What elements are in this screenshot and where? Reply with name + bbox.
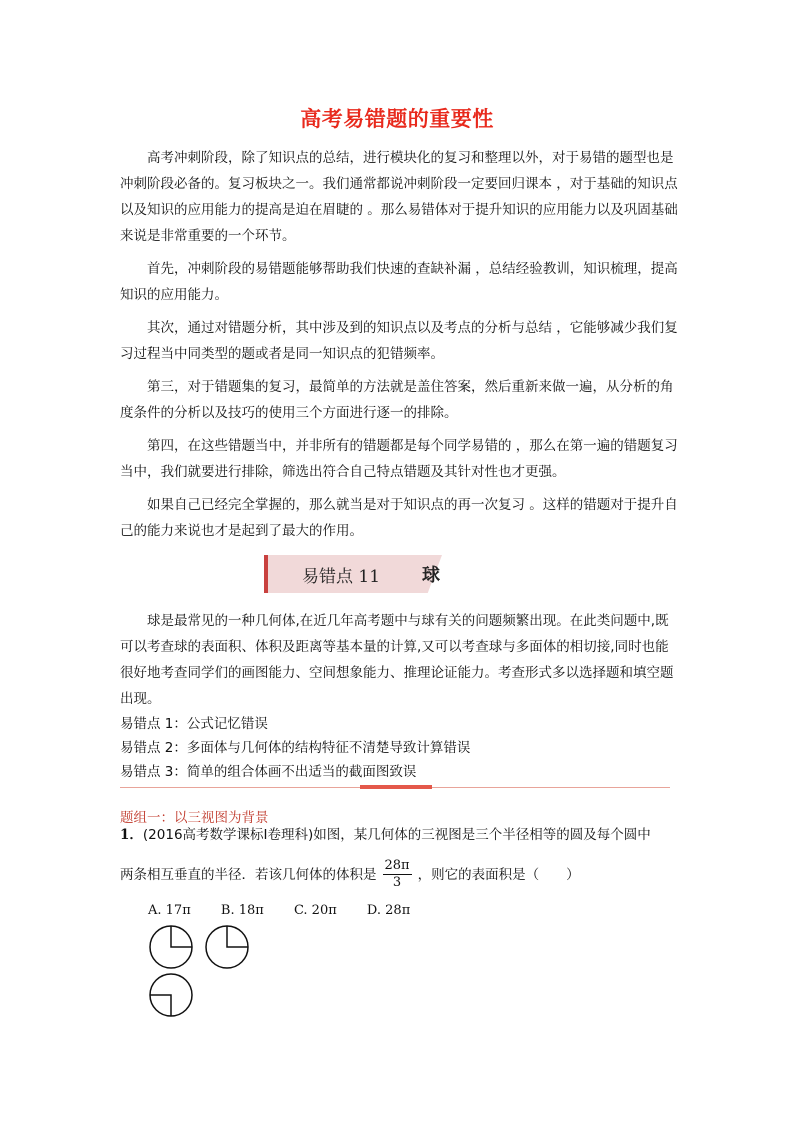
option-c[interactable]: C. 20π <box>293 903 337 918</box>
front-view-circle <box>148 924 194 970</box>
intro-paragraph: 如果自己已经完全掌握的，那么就当是对于知识点的再一次复习 。这样的错题对于提升自己的能力来说也才是起到了最大的作用。 <box>120 497 678 539</box>
question-line-1 <box>120 822 682 848</box>
error-point: 易错点 3：简单的组合体画不出适当的截面图致误 <box>120 764 417 780</box>
topic-lead: 球是最常见的一种几何体,在近几年高考题中与球有关的问题频繁出现。在此类问题中,既可以考查球的表面积、体积及距离等基本量的计算,又可以考查球与多面体的相切接,同时也能很好地考查同学们的画图能力、空间想象能力、推理论证能力。考查形式多以选择题和填空题出现。 <box>120 613 674 707</box>
three-view-figure <box>148 922 258 1022</box>
group-title: 题组一：以三视图为背景 <box>120 810 269 826</box>
option-b[interactable]: B. 18π <box>220 903 264 918</box>
fraction-denominator: 3 <box>392 875 402 890</box>
question-1 <box>120 822 682 891</box>
option-d[interactable]: D. 28π <box>366 903 411 918</box>
divider-accent <box>360 785 432 789</box>
intro-paragraph: 第三，对于错题集的复习，最简单的方法就是盖住答案，然后重新来做一遍，从分析的角度条件的分析以及技巧的使用三个方面进行逐一的排除。 <box>120 379 674 421</box>
error-point: 易错点 2：多面体与几何体的结构特征不清楚导致计算错误 <box>120 740 471 756</box>
intro-paragraph: 首先，冲刺阶段的易错题能够帮助我们快速的查缺补漏 ，总结经验教训，知识梳理，提高知识的应用能力。 <box>120 261 678 303</box>
fraction-numerator: 28π <box>384 858 410 873</box>
option-a[interactable]: A. 17π <box>148 903 191 918</box>
volume-fraction <box>383 858 412 891</box>
question-number: 1． <box>120 827 143 843</box>
question-line-2 <box>120 858 682 891</box>
intro-paragraph: 其次，通过对错题分析，其中涉及到的知识点以及考点的分析与总结 ，它能够减少我们复习过程当中同类型的题或者是同一知识点的犯错频率。 <box>120 320 678 362</box>
error-point: 易错点 1：公式记忆错误 <box>120 716 268 732</box>
question-text-after: ，则它的表面积是（ ） <box>417 866 580 883</box>
banner-topic: 球 <box>422 565 440 586</box>
intro-paragraph: 高考冲刺阶段，除了知识点的总结，进行模块化的复习和整理以外，对于易错的题型也是冲刺阶段必备的。复习板块之一。我们通常都说冲刺阶段一定要回归课本 ，对于基础的知识点以及知识的应用能力的提高是迫在眉睫的 。那么易错体对于提升知识的应用能力以及巩固基础来说是非常重要的一个环节。 <box>120 150 678 244</box>
intro-section <box>120 145 682 551</box>
question-text: 如图，某几何体的三视图是三个半径相等的圆及每个圆中 <box>313 827 651 843</box>
banner-label: 易错点 11 <box>302 567 381 587</box>
question-source: (2016高考数学课标Ⅰ卷理科) <box>142 827 314 843</box>
question-text-before: 两条相互垂直的半径．若该几何体的体积是 <box>120 866 377 883</box>
page-title: 高考易错题的重要性 <box>300 107 494 131</box>
top-view-circle <box>148 972 194 1018</box>
side-view-circle <box>204 924 250 970</box>
topic-section <box>120 608 682 784</box>
answer-options <box>148 903 436 918</box>
section-banner <box>264 555 504 593</box>
intro-paragraph: 第四，在这些错题当中，并非所有的错题都是每个同学易错的 ，那么在第一遍的错题复习当中，我们就要进行排除，筛选出符合自己特点错题及其针对性也才更强。 <box>120 438 678 480</box>
